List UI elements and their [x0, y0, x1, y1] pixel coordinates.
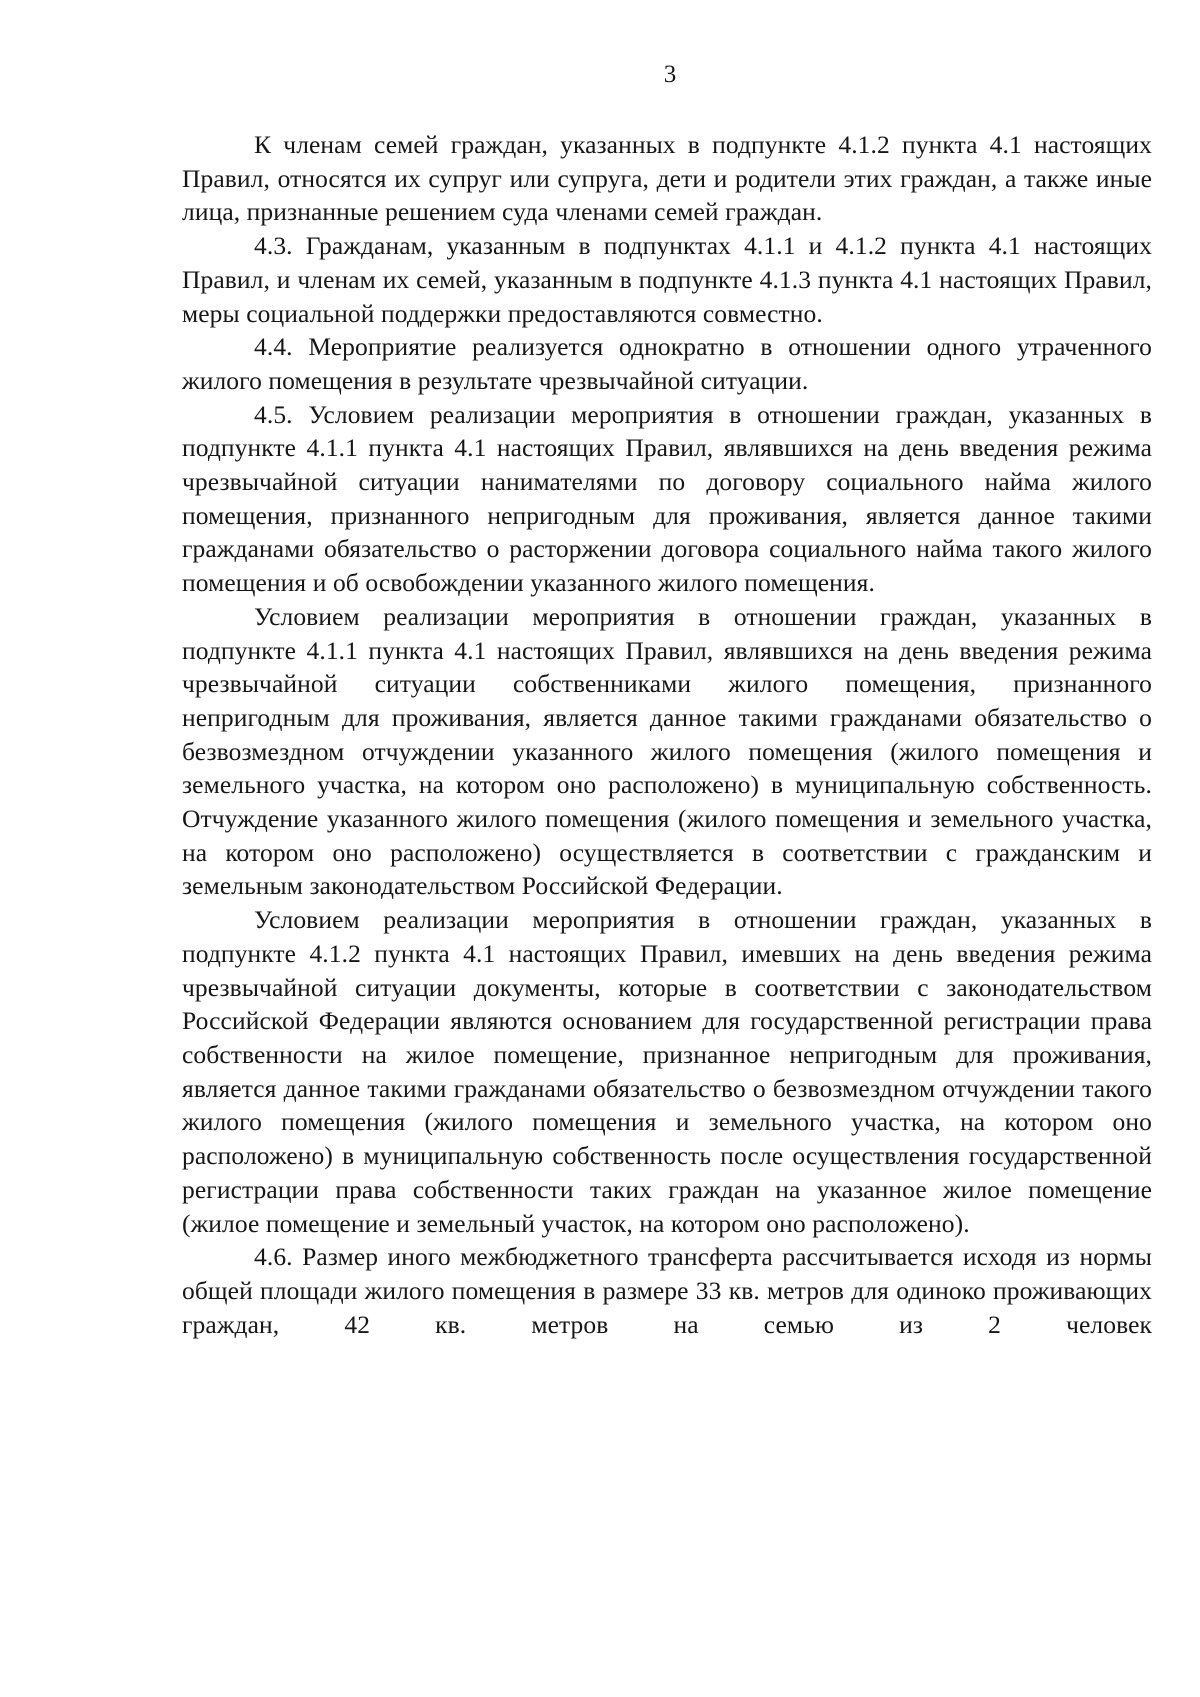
- paragraph-4-5-documents: Условием реализации мероприятия в отношении граждан, указанных в подпункте 4.1.2 пункта 4.1 настоящих Правил, имевших на день введения режима чрезвычайной ситуации документы, которые в соответствии с законодательством Российской Федерации являются основанием для государственной регистрации права собственности на жилое помещение, признанное непригодным для проживания, является данное такими гражданами обязательство о безвозмездном отчуждении такого жилого помещения (жилого помещения и земельного участка, на котором оно расположено) в муниципальную собственность после осуществления государственной регистрации права собственности таких граждан на указанное жилое помещение (жилое помещение и земельный участок, на котором оно расположено).: [182, 905, 1152, 1238]
- document-body: [182, 128, 1152, 1341]
- paragraph-4-4: 4.4. Мероприятие реализуется однократно в отношении одного утраченного жилого помещения в результате чрезвычайной ситуации.: [182, 332, 1152, 395]
- page-number: 3: [663, 61, 677, 88]
- paragraph-family-members: К членам семей граждан, указанных в подпункте 4.1.2 пункта 4.1 настоящих Правил, относятся их супруг или супруга, дети и родители этих граждан, а также иные лица, признанные решением суда членами семей граждан.: [182, 130, 1152, 227]
- paragraph-4-3: 4.3. Гражданам, указанным в подпунктах 4.1.1 и 4.1.2 пункта 4.1 настоящих Правил, и членам их семей, указанным в подпункте 4.1.3 пункта 4.1 настоящих Правил, меры социальной поддержки предоставляются совместно.: [182, 231, 1152, 328]
- paragraph-4-5-owners: Условием реализации мероприятия в отношении граждан, указанных в подпункте 4.1.1 пункта 4.1 настоящих Правил, являвшихся на день введения режима чрезвычайной ситуации собственниками жилого помещения, признанного непригодным для проживания, является данное такими гражданами обязательство о безвозмездном отчуждении указанного жилого помещения (жилого помещения и земельного участка, на котором оно расположено) в муниципальную собственность. Отчуждение указанного жилого помещения (жилого помещения и земельного участка, на котором оно расположено) осуществляется в соответствии с гражданским и земельным законодательством Российской Федерации.: [182, 601, 1152, 901]
- paragraph-4-5: 4.5. Условием реализации мероприятия в отношении граждан, указанных в подпункте 4.1.1 пункта 4.1 настоящих Правил, являвшихся на день введения режима чрезвычайной ситуации нанимателями по договору социального найма жилого помещения, признанного непригодным для проживания, является данное такими гражданами обязательство о расторжении договора социального найма такого жилого помещения и об освобождении указанного жилого помещения.: [182, 399, 1152, 598]
- paragraph-4-6: 4.6. Размер иного межбюджетного трансферта рассчитывается исходя из нормы общей площади жилого помещения в размере 33 кв. метров для одиноко проживающих граждан, 42 кв. метров на семью из 2 человек: [182, 1242, 1152, 1339]
